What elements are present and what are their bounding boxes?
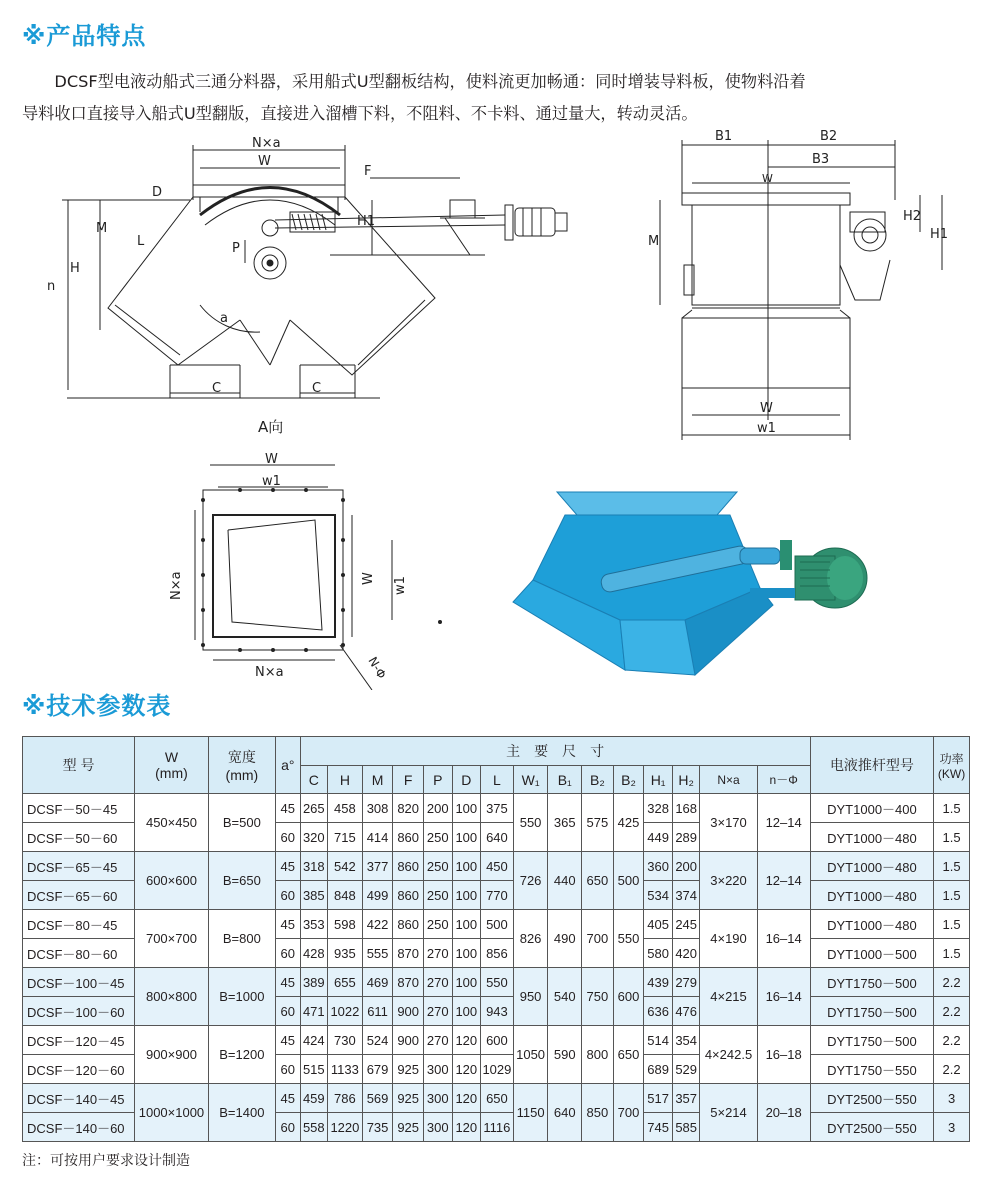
cell-w1: 826 [513,910,548,968]
intro-line-2: 导料收口直接导入船式U型翻版，直接进入溜槽下料，不阻料、不卡料、通过量大，转动灵活。 [22,104,698,123]
th-dim: L [481,766,514,794]
cell-c: 558 [300,1113,328,1142]
cell-nxa: 4×215 [700,968,757,1026]
cell-h: 935 [328,939,363,968]
cell-model: DCSF－65－45 [23,852,135,881]
cell-pusher: DYT1750－500 [810,968,933,997]
cell-b2: 700 [582,910,614,968]
th-model: 型 号 [23,737,135,794]
th-dim: M [362,766,393,794]
cell-angle: 60 [276,1055,300,1084]
cell-m: 499 [362,881,393,910]
cell-m: 414 [362,823,393,852]
cell-nphi: 16–14 [757,910,810,968]
cell-c: 471 [300,997,328,1026]
cell-b3: 500 [613,852,644,910]
cell-f: 860 [393,910,424,939]
th-w: W (mm) [135,737,208,794]
cell-h1: 449 [644,823,673,852]
cell-d: 120 [452,1113,481,1142]
cell-power: 2.2 [934,997,970,1026]
cell-p: 300 [423,1113,452,1142]
table-row [23,1084,970,1113]
cell-pusher: DYT1000－480 [810,910,933,939]
th-dim: F [393,766,424,794]
cell-power: 1.5 [934,881,970,910]
cell-power: 1.5 [934,939,970,968]
cell-m: 611 [362,997,393,1026]
cell-power: 3 [934,1113,970,1142]
label-plan-nxa-bottom: N×a [255,665,284,680]
cell-h: 542 [328,852,363,881]
cell-b3: 550 [613,910,644,968]
cell-b1: 640 [548,1084,582,1142]
cell-model: DCSF－120－45 [23,1026,135,1055]
cell-angle: 60 [276,997,300,1026]
cell-l: 600 [481,1026,514,1055]
cell-h: 1022 [328,997,363,1026]
cell-h2: 374 [672,881,700,910]
cell-d: 100 [452,968,481,997]
cell-b1: 540 [548,968,582,1026]
cell-b3: 600 [613,968,644,1026]
cell-f: 900 [393,997,424,1026]
cell-f: 925 [393,1084,424,1113]
cell-h2: 168 [672,794,700,823]
cell-nphi: 12–14 [757,794,810,852]
product-illustration [505,470,880,680]
cell-pusher: DYT1000－480 [810,852,933,881]
label-side-h1: H1 [930,227,949,242]
cell-h2: 476 [672,997,700,1026]
cell-d: 100 [452,852,481,881]
cell-h: 458 [328,794,363,823]
cell-power: 1.5 [934,910,970,939]
cell-width: B=1200 [208,1026,275,1084]
cell-m: 524 [362,1026,393,1055]
cell-angle: 45 [276,852,300,881]
cell-w: 800×800 [135,968,208,1026]
cell-b1: 490 [548,910,582,968]
cell-nxa: 3×170 [700,794,757,852]
cell-d: 120 [452,1055,481,1084]
cell-nphi: 16–18 [757,1026,810,1084]
cell-m: 469 [362,968,393,997]
cell-pusher: DYT1000－480 [810,823,933,852]
cell-l: 650 [481,1084,514,1113]
th-angle: a° [276,737,300,794]
cell-w: 700×700 [135,910,208,968]
cell-m: 569 [362,1084,393,1113]
th-dim: B₁ [548,766,582,794]
th-dim: B₂ [613,766,644,794]
cell-h: 598 [328,910,363,939]
label-w-top: W [258,154,271,169]
cell-l: 770 [481,881,514,910]
label-nxa-top: N×a [252,136,281,151]
th-pusher: 电液推杆型号 [810,737,933,794]
cell-p: 200 [423,794,452,823]
cell-h1: 405 [644,910,673,939]
cell-b1: 590 [548,1026,582,1084]
cell-h2: 529 [672,1055,700,1084]
cell-l: 943 [481,997,514,1026]
th-dim: P [423,766,452,794]
cell-angle: 45 [276,794,300,823]
cell-h1: 328 [644,794,673,823]
section-title-specs: ※技术参数表 [22,692,172,720]
cell-power: 2.2 [934,968,970,997]
cell-pusher: DYT1000－500 [810,939,933,968]
th-dim: n－Φ [757,766,810,794]
cell-w1: 550 [513,794,548,852]
cell-width: B=650 [208,852,275,910]
cell-b3: 700 [613,1084,644,1142]
cell-h1: 360 [644,852,673,881]
cell-nphi: 16–14 [757,968,810,1026]
cell-angle: 45 [276,968,300,997]
cell-nxa: 4×242.5 [700,1026,757,1084]
cell-l: 640 [481,823,514,852]
cell-h2: 289 [672,823,700,852]
cell-model: DCSF－50－45 [23,794,135,823]
cell-d: 100 [452,794,481,823]
cell-p: 270 [423,1026,452,1055]
th-width: 宽度 (mm) [208,737,275,794]
cell-h: 1133 [328,1055,363,1084]
label-plan-w1: w1 [262,474,281,489]
th-power: 功率 (KW) [934,737,970,794]
th-dim: H₂ [672,766,700,794]
label-f: F [364,164,372,179]
cell-width: B=1000 [208,968,275,1026]
cell-c: 318 [300,852,328,881]
plan-view-drawing [169,452,442,690]
cell-c: 428 [300,939,328,968]
cell-h: 848 [328,881,363,910]
cell-b3: 650 [613,1026,644,1084]
cell-p: 250 [423,852,452,881]
cell-pusher: DYT1750－550 [810,1055,933,1084]
cell-p: 270 [423,939,452,968]
cell-h2: 357 [672,1084,700,1113]
cell-h: 730 [328,1026,363,1055]
cell-model: DCSF－80－45 [23,910,135,939]
cell-c: 515 [300,1055,328,1084]
section-title-features: ※产品特点 [22,22,147,50]
cell-b1: 365 [548,794,582,852]
cell-model: DCSF－100－60 [23,997,135,1026]
cell-power: 3 [934,1084,970,1113]
cell-f: 870 [393,939,424,968]
cell-power: 2.2 [934,1055,970,1084]
cell-model: DCSF－120－60 [23,1055,135,1084]
label-side-w: W [762,172,773,185]
cell-h1: 745 [644,1113,673,1142]
cell-angle: 60 [276,881,300,910]
label-plan-nxa-left: N×a [169,571,184,600]
cell-h: 786 [328,1084,363,1113]
label-side-b1: B1 [715,129,733,144]
th-dim: H [328,766,363,794]
cell-b2: 750 [582,968,614,1026]
th-main-dims: 主 要 尺 寸 [300,737,810,766]
cell-m: 735 [362,1113,393,1142]
cell-power: 1.5 [934,794,970,823]
label-plan-w: W [265,452,278,467]
cell-h1: 534 [644,881,673,910]
cell-pusher: DYT1000－400 [810,794,933,823]
label-l: L [137,234,145,249]
cell-m: 377 [362,852,393,881]
cell-f: 860 [393,881,424,910]
cell-f: 925 [393,1055,424,1084]
cell-nphi: 12–14 [757,852,810,910]
th-dim: H₁ [644,766,673,794]
cell-h1: 517 [644,1084,673,1113]
cell-p: 250 [423,881,452,910]
cell-c: 424 [300,1026,328,1055]
label-n: n [47,279,56,294]
th-dim: D [452,766,481,794]
cell-model: DCSF－50－60 [23,823,135,852]
cell-pusher: DYT2500－550 [810,1113,933,1142]
cell-f: 900 [393,1026,424,1055]
side-view-drawing [648,129,948,440]
cell-h2: 420 [672,939,700,968]
intro-line-1: DCSF型电液动船式三通分料器，采用船式U型翻板结构，使料流更加畅通：同时增装导料板，使物料沿着 [54,72,806,91]
cell-pusher: DYT2500－550 [810,1084,933,1113]
cell-angle: 45 [276,1084,300,1113]
label-p: P [232,241,240,256]
cell-h1: 580 [644,939,673,968]
th-dim: N×a [700,766,757,794]
cell-model: DCSF－80－60 [23,939,135,968]
cell-h1: 636 [644,997,673,1026]
cell-w: 900×900 [135,1026,208,1084]
cell-d: 100 [452,881,481,910]
cell-l: 375 [481,794,514,823]
cell-h2: 245 [672,910,700,939]
label-c-left: C [212,381,222,396]
spec-table [22,736,970,1142]
label-m: M [96,221,108,236]
cell-p: 300 [423,1084,452,1113]
cell-width: B=1400 [208,1084,275,1142]
cell-b1: 440 [548,852,582,910]
label-side-m: M [648,234,660,249]
cell-m: 555 [362,939,393,968]
cell-c: 265 [300,794,328,823]
cell-h1: 514 [644,1026,673,1055]
cell-w1: 726 [513,852,548,910]
cell-b2: 800 [582,1026,614,1084]
cell-angle: 45 [276,1026,300,1055]
cell-h: 655 [328,968,363,997]
cell-f: 820 [393,794,424,823]
cell-model: DCSF－140－45 [23,1084,135,1113]
cell-power: 1.5 [934,852,970,881]
cell-pusher: DYT1750－500 [810,1026,933,1055]
table-row [23,794,970,823]
cell-angle: 60 [276,939,300,968]
cell-power: 2.2 [934,1026,970,1055]
table-row [23,910,970,939]
front-view-drawing [47,136,567,436]
cell-pusher: DYT1750－500 [810,997,933,1026]
label-plan-w-right: W [361,572,376,585]
footnote: 注：可按用户要求设计制造 [22,1153,190,1169]
cell-angle: 60 [276,823,300,852]
cell-d: 100 [452,997,481,1026]
cell-m: 422 [362,910,393,939]
label-side-h2: H2 [903,209,922,224]
cell-d: 100 [452,939,481,968]
table-row [23,968,970,997]
cell-angle: 60 [276,1113,300,1142]
cell-f: 860 [393,852,424,881]
cell-b2: 850 [582,1084,614,1142]
cell-d: 100 [452,823,481,852]
cell-c: 459 [300,1084,328,1113]
cell-p: 300 [423,1055,452,1084]
cell-b2: 575 [582,794,614,852]
cell-p: 270 [423,968,452,997]
cell-l: 500 [481,910,514,939]
cell-l: 550 [481,968,514,997]
cell-nphi: 20–18 [757,1084,810,1142]
cell-angle: 45 [276,910,300,939]
cell-c: 353 [300,910,328,939]
cell-f: 870 [393,968,424,997]
cell-width: B=500 [208,794,275,852]
label-side-b3: B3 [812,152,830,167]
th-dim: C [300,766,328,794]
cell-f: 860 [393,823,424,852]
cell-d: 120 [452,1084,481,1113]
cell-f: 925 [393,1113,424,1142]
cell-width: B=800 [208,910,275,968]
cell-l: 450 [481,852,514,881]
cell-m: 308 [362,794,393,823]
cell-h2: 200 [672,852,700,881]
cell-p: 270 [423,997,452,1026]
label-plan-w1-right: w1 [393,576,408,595]
table-row [23,852,970,881]
th-dim: B₂ [582,766,614,794]
cell-l: 856 [481,939,514,968]
cell-c: 389 [300,968,328,997]
cell-model: DCSF－65－60 [23,881,135,910]
cell-power: 1.5 [934,823,970,852]
cell-w: 600×600 [135,852,208,910]
cell-model: DCSF－100－45 [23,968,135,997]
cell-l: 1116 [481,1113,514,1142]
cell-m: 679 [362,1055,393,1084]
label-c-right: C [312,381,322,396]
cell-nxa: 4×190 [700,910,757,968]
cell-model: DCSF－140－60 [23,1113,135,1142]
table-row [23,1026,970,1055]
label-end-w: W [760,401,773,416]
cell-b3: 425 [613,794,644,852]
cell-p: 250 [423,823,452,852]
label-side-b2: B2 [820,129,838,144]
cell-l: 1029 [481,1055,514,1084]
cell-h: 1220 [328,1113,363,1142]
cell-c: 385 [300,881,328,910]
cell-h2: 354 [672,1026,700,1055]
label-d: D [152,185,163,200]
cell-b2: 650 [582,852,614,910]
label-a: a [220,311,228,326]
cell-w: 1000×1000 [135,1084,208,1142]
cell-c: 320 [300,823,328,852]
cell-w1: 1150 [513,1084,548,1142]
cell-nxa: 5×214 [700,1084,757,1142]
cell-p: 250 [423,910,452,939]
label-plan-nphi: N-Φ [365,654,389,682]
label-view-a: A向 [258,418,284,436]
cell-d: 100 [452,910,481,939]
label-h: H [70,261,80,276]
cell-d: 120 [452,1026,481,1055]
cell-h2: 585 [672,1113,700,1142]
label-end-w1: w1 [757,421,776,436]
cell-h2: 279 [672,968,700,997]
cell-w1: 1050 [513,1026,548,1084]
cell-w: 450×450 [135,794,208,852]
cell-h1: 689 [644,1055,673,1084]
label-h1: H1 [357,214,376,229]
cell-h1: 439 [644,968,673,997]
cell-h: 715 [328,823,363,852]
cell-pusher: DYT1000－480 [810,881,933,910]
cell-w1: 950 [513,968,548,1026]
cell-nxa: 3×220 [700,852,757,910]
th-dim: W₁ [513,766,548,794]
